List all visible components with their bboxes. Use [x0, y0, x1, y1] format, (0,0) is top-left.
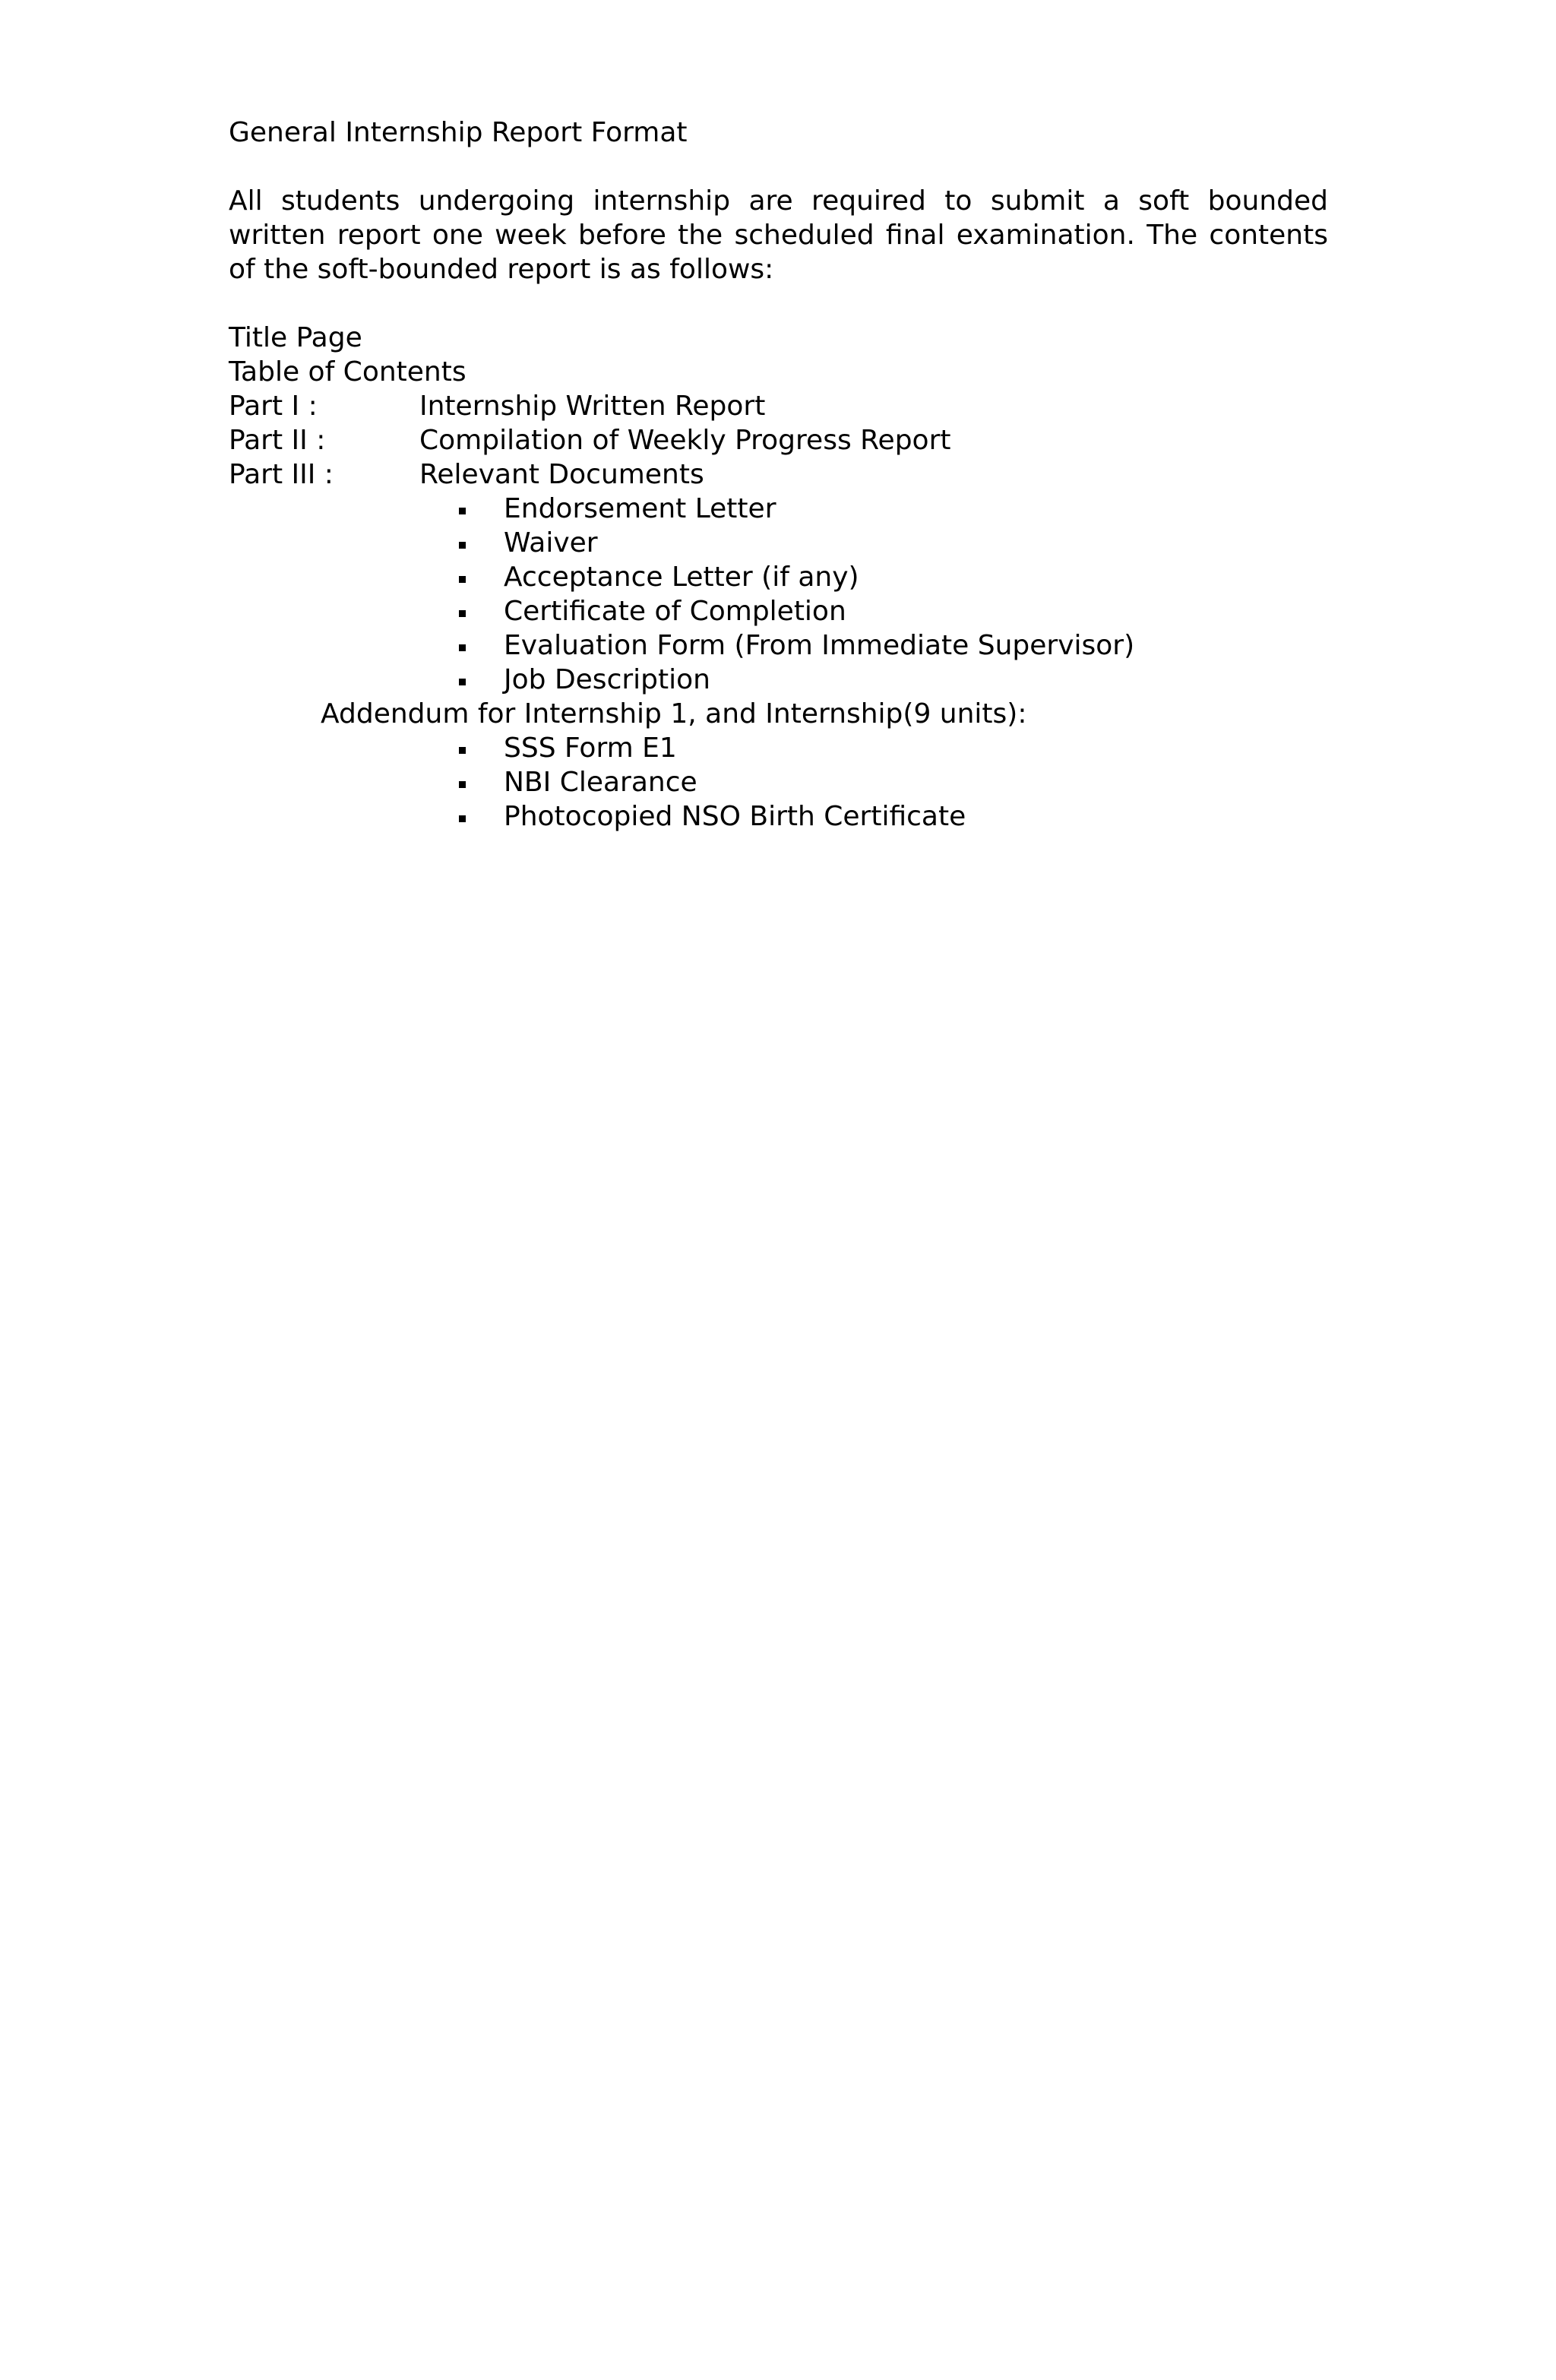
table-of-contents-entry: Table of Contents — [229, 356, 466, 388]
bullet-icon — [459, 679, 466, 685]
relevant-document-item: Certificate of Completion — [504, 596, 846, 627]
title-page-entry: Title Page — [229, 322, 362, 353]
bullet-icon — [459, 747, 466, 754]
addendum-item: SSS Form E1 — [504, 733, 677, 764]
bullet-icon — [459, 610, 466, 617]
document-heading: General Internship Report Format — [229, 117, 688, 148]
part-1-title: Internship Written Report — [419, 391, 766, 422]
relevant-document-item: Acceptance Letter (if any) — [504, 562, 859, 593]
bullet-icon — [459, 644, 466, 651]
addendum-item: NBI Clearance — [504, 767, 697, 798]
part-3-title: Relevant Documents — [419, 459, 704, 490]
part-1-label: Part I : — [229, 391, 318, 422]
relevant-document-item: Waiver — [504, 527, 598, 559]
relevant-document-item: Endorsement Letter — [504, 493, 776, 524]
relevant-document-item: Evaluation Form (From Immediate Supervisor) — [504, 630, 1135, 661]
addendum-item: Photocopied NSO Birth Certificate — [504, 801, 966, 832]
bullet-icon — [459, 508, 466, 514]
part-2-title: Compilation of Weekly Progress Report — [419, 425, 951, 456]
part-2-label: Part II : — [229, 425, 326, 456]
bullet-icon — [459, 815, 466, 822]
intro-paragraph: All students undergoing internship are required to submit a soft bounded written report one week before the scheduled final examination. The contents of the soft-bounded report is as follows: — [229, 185, 1328, 285]
bullet-icon — [459, 542, 466, 549]
relevant-document-item: Job Description — [504, 664, 710, 695]
addendum-title: Addendum for Internship 1, and Internship(9 units): — [321, 698, 1027, 730]
part-3-label: Part III : — [229, 459, 334, 490]
bullet-icon — [459, 576, 466, 583]
bullet-icon — [459, 781, 466, 788]
